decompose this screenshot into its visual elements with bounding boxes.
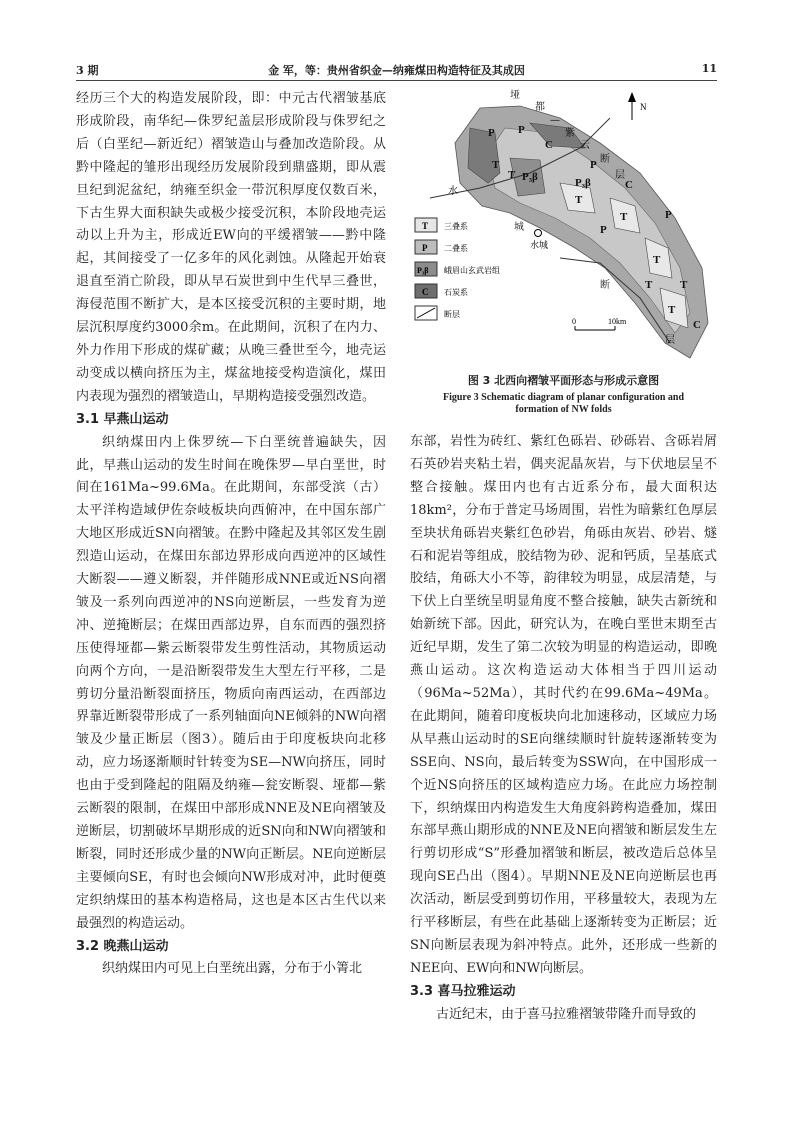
map-unit-2: C xyxy=(545,139,553,151)
legend-label-2: 二叠系 xyxy=(444,244,468,253)
right-column xyxy=(410,431,717,1027)
fault-label-1: 垭 xyxy=(510,90,520,101)
map-unit-1: P xyxy=(488,127,495,139)
map-unit-8: T xyxy=(575,194,583,206)
section-3-1-title: 3.1 早燕山运动 xyxy=(76,411,169,427)
water-label: 水 xyxy=(448,186,458,197)
map-unit-15: T xyxy=(645,279,653,291)
fault-label-6: 断 xyxy=(600,154,610,165)
legend-sym-2: P xyxy=(422,243,428,253)
map-unit-5: P₃β xyxy=(522,171,538,183)
ceng-label: 层 xyxy=(665,335,675,346)
intro-paragraph: 经历三个大的构造发展阶段，即：中元古代褶皱基底形成阶段，南华纪—侏罗纪盖层形成阶段与侏罗纪之后（白垩纪—新近纪）褶皱造山与叠加改造阶段。从黔中隆起的雏形出现经历发展阶段到鼎盛期，即从震旦纪到泥盆纪，纳雍至织金一带沉积厚度仅数百米，下古生界大面积缺失或极少接受沉积，本阶段地壳运动以上升为主，形成近EW向的平缓褶皱——黔中隆起，其间接受了一亿多年的风化剥蚀。从隆起开始衰退直至消亡阶段，即从早石炭世到中生代早三叠世，海侵范围不断扩大，是本区接受沉积的主要时期，地层沉积厚度约3000余m。在此期间，沉积了在内力、外力作用下形成的煤矿藏；从晚三叠世至今，地壳运动变成以横向挤压为主，煤盆地接受构造演化，煤田内表现为强烈的褶皱造山，早期构造接受强烈改造。 xyxy=(76,91,386,404)
north-label: N xyxy=(640,102,647,112)
map-unit-14: P xyxy=(600,224,607,236)
figure-caption-cn: 图 3 北西向褶皱平面形态与形成示意图 xyxy=(467,374,660,387)
scale-bar xyxy=(575,326,615,330)
section-3-2-body: 织纳煤田内可见上白垩统出露，分布于小箐北 xyxy=(102,961,363,977)
right-paragraph-1: 东部，岩性为砖红、紫红色砾岩、砂砾岩、含砾岩屑石英砂岩夹粘土岩，偶夹泥晶灰岩，与下伏地层呈不整合接触。煤田内也有古近系分布，最大面积达18km²，分布于普定马场周围，岩性为暗紫红色厚层至块状角砾岩夹紫红色砂岩，角砾由灰岩、砂岩、燧石和泥岩等组成，胶结物为砂、泥和钙质，呈基底式胶结，角砾大小不等，韵律较为明显，成层清楚，与下伏上白垩统呈明显角度不整合接触，缺失古新统和始新统下部。因此，研究认为，在晚白垩世末期至古近纪早期，发生了第二次较为明显的构造运动，即晚燕山运动。这次构造运动大体相当于四川运动（96Ma~52Ma），其时代约在99.6Ma~49Ma。在此期间，随着印度板块向北加速移动，区域应力场从早燕山运动时的SE向继续顺时针旋转逐渐转变为SSE向、NS向，最后转变为SSW向，在中国形成一个近NS向挤压的区域构造应力场。在此应力场控制下，织纳煤田内构造发生大角度斜跨构造叠加，煤田东部早燕山期形成的NNE及NE向褶皱和断层发生左行剪切形成“S”形叠加褶皱和断层，被改造后总体呈现向SE凸出（图4）。早期NNE及NE向逆断层也再次活动，断层受到剪切作用，平移量较大，表现为左行平移断层，有些在此基础上逐渐转变为正断层；近SN向断层表现为斜冲特点。此外，还形成一些新的NEE向、EW向和NW向断层。 xyxy=(410,434,717,976)
legend-label-4: 石炭系 xyxy=(444,288,468,297)
map-unit-6: T xyxy=(492,159,500,171)
figure-caption-en: Figure 3 Schematic diagram of planar configuration and formation of NW folds xyxy=(442,392,685,415)
map-unit-11: T xyxy=(620,211,628,223)
fault-label-4: 紫 xyxy=(565,128,575,139)
duan-label: 断 xyxy=(600,280,610,291)
section-3-3-title: 3.3 喜马拉雅运动 xyxy=(410,983,516,999)
town-marker-icon xyxy=(535,230,542,237)
scale-zero: 0 xyxy=(572,317,576,326)
header-rule xyxy=(76,80,717,81)
legend-label-5: 断层 xyxy=(444,310,460,319)
section-3-3-body: 古近纪末，由于喜马拉雅褶皱带隆升而导致的 xyxy=(436,1006,697,1022)
fault-label-3: — xyxy=(550,115,560,126)
section-3-1-body: 织纳煤田内上侏罗统—下白垩统普遍缺失，因此，早燕山运动的发生时间在晚侏罗—早白垩世，时间在161Ma~99.6Ma。在此期间，东部受滨（古）太平洋构造域伊佐奈岐板块向西俯冲，在中国东部广大地区形成近SN向褶皱。在黔中隆起及其邻区发生剧烈造山运动，在煤田东部边界形成向西逆冲的区域性大断裂——遵义断裂，并伴随形成NNE或近NS向褶皱及一系列向西逆冲的NS向逆断层，一些发育为逆冲、逆掩断层；在煤田西部边界，自东而西的强烈挤压使得垭都—紫云断裂带发生剪性活动，其物质运动向两个方向，一是沿断裂带发生大型左行平移，二是剪切分量沿断裂面挤压，物质向南西运动，在西部边界靠近断裂带形成了一系列轴面向NE倾斜的NW向褶皱及少量正断层（图3）。随后由于印度板块向北移动，应力场逐渐顺时针转变为SE—NW向挤压，同时也由于受到隆起的阻隔及纳雍—瓮安断裂、垭都—紫云断裂的限制，在煤田中部形成NNE及NE向褶皱及逆断层，切割破坏早期形成的近SN向和NW向褶皱和断裂，同时还形成少量的NW向正断层。NE向逆断层主要倾向SE，有时也会倾向NW形成对冲，此时便奠定织纳煤田的基本构造格局，这也是本区古生代以来最强烈的构造运动。 xyxy=(76,434,386,931)
left-column xyxy=(76,88,386,981)
map-unit-4: T xyxy=(508,169,516,181)
page-number: 11 xyxy=(701,62,717,75)
map-unit-13: T xyxy=(668,304,676,316)
map-unit-12: T xyxy=(653,254,661,266)
legend-label-1: 三叠系 xyxy=(444,222,468,231)
map-unit-9: P xyxy=(590,159,597,171)
map-unit-16: P xyxy=(665,209,672,221)
fault-label-7: 层 xyxy=(615,170,625,181)
fault-label-5: 云 xyxy=(580,140,590,151)
map-unit-10: C xyxy=(625,179,633,191)
running-title: 金 军，等：贵州省织金—纳雍煤田构造特征及其成因 xyxy=(268,64,525,77)
section-3-2-title: 3.2 晚燕山运动 xyxy=(76,938,169,954)
legend-label-3: 峨眉山玄武岩组 xyxy=(444,266,500,275)
map-unit-7: P₃β xyxy=(575,177,591,189)
page-header xyxy=(76,62,717,80)
fault-label-2: 都 xyxy=(535,102,545,113)
legend-sym-3: P₃β xyxy=(417,266,429,275)
issue-number: 3 期 xyxy=(76,64,99,77)
map-legend xyxy=(415,218,500,320)
map-unit-17: T xyxy=(680,279,688,291)
legend-sym-1: T xyxy=(422,221,429,231)
town-label: 水城 xyxy=(530,241,549,251)
legend-sym-4: C xyxy=(422,287,429,297)
north-arrow-icon xyxy=(628,92,636,120)
city-label: 城 xyxy=(514,222,524,233)
figure-3-map xyxy=(410,88,717,388)
map-unit-18: C xyxy=(693,319,701,331)
scale-km: 10km xyxy=(608,317,627,326)
map-unit-3: P xyxy=(518,124,525,136)
